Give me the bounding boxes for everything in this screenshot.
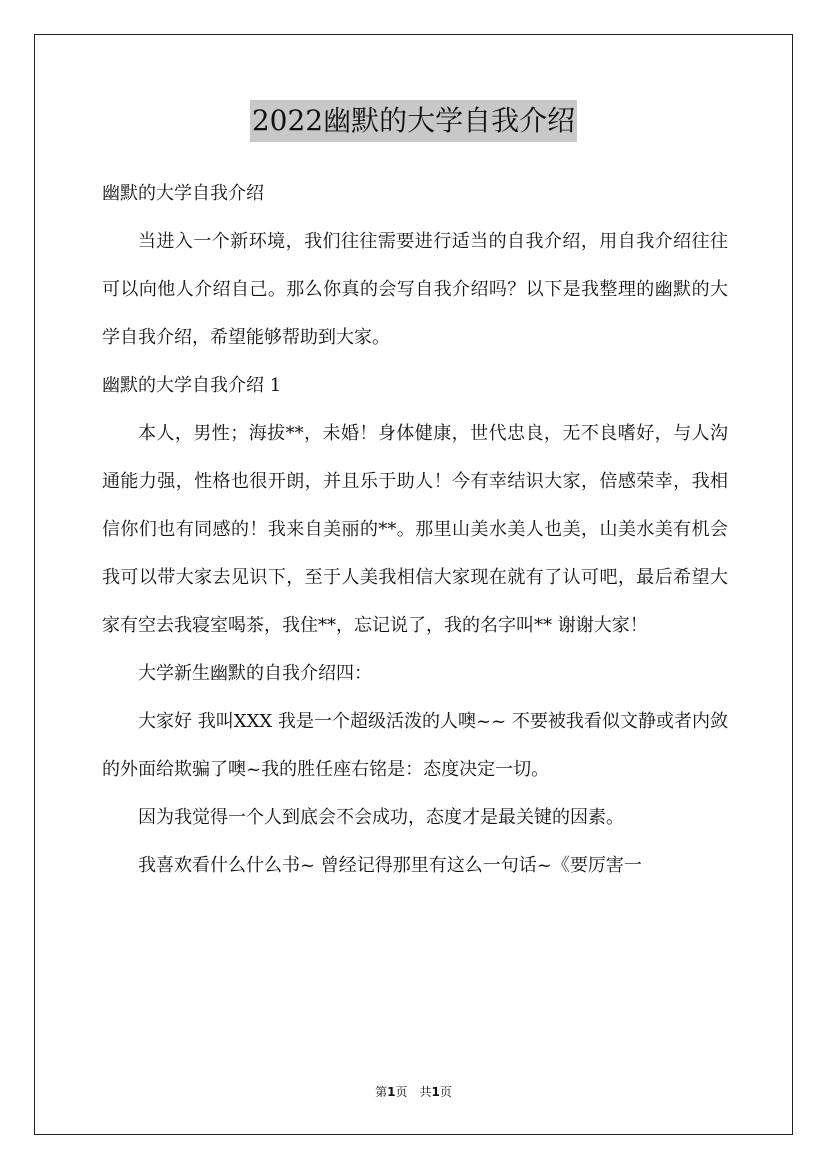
body-paragraph: 本人，男性；海拔**，未婚！身体健康，世代忠良，无不良嗜好，与人沟通能力强，性格也很开朗，并且乐于助人！今有幸结识大家，倍感荣幸，我相信你们也有同感的！我来自美丽的**。那里山美水美人也美，山美水美有机会我可以带大家去见识下，至于人美我相信大家现在就有了认可吧，最后希望大家有空去我寝室喝茶，我住**，忘记说了，我的名字叫** 谢谢大家！ bbox=[102, 423, 728, 636]
body-paragraph: 大家好 我叫XXX 我是一个超级活泼的人噢~~ 不要被我看似文静或者内敛的外面给欺骗了噢~我的胜任座右铭是：态度决定一切。 bbox=[102, 711, 728, 780]
footer-page-number: 1 bbox=[387, 1085, 396, 1099]
section-heading: 幽默的大学自我介绍 1 bbox=[102, 375, 282, 396]
section-heading: 幽默的大学自我介绍 bbox=[102, 183, 264, 204]
body-paragraph: 当进入一个新环境，我们往往需要进行适当的自我介绍，用自我介绍往往可以向他人介绍自己。那么你真的会写自我介绍吗？以下是我整理的幽默的大学自我介绍，希望能够帮助到大家。 bbox=[102, 231, 728, 348]
footer-suffix: 页 bbox=[439, 1085, 452, 1099]
title-container bbox=[0, 100, 827, 142]
page-footer bbox=[0, 1083, 827, 1101]
footer-mid: 页 共 bbox=[395, 1085, 432, 1099]
body-paragraph: 大学新生幽默的自我介绍四： bbox=[138, 663, 372, 684]
footer-page-total: 1 bbox=[431, 1085, 440, 1099]
document-body bbox=[102, 170, 728, 890]
footer-prefix: 第 bbox=[375, 1085, 388, 1099]
document-title: 2022幽默的大学自我介绍 bbox=[250, 100, 577, 142]
body-paragraph: 我喜欢看什么什么书~ 曾经记得那里有这么一句话~《要厉害一 bbox=[138, 855, 642, 876]
body-paragraph: 因为我觉得一个人到底会不会成功，态度才是最关键的因素。 bbox=[138, 807, 624, 828]
